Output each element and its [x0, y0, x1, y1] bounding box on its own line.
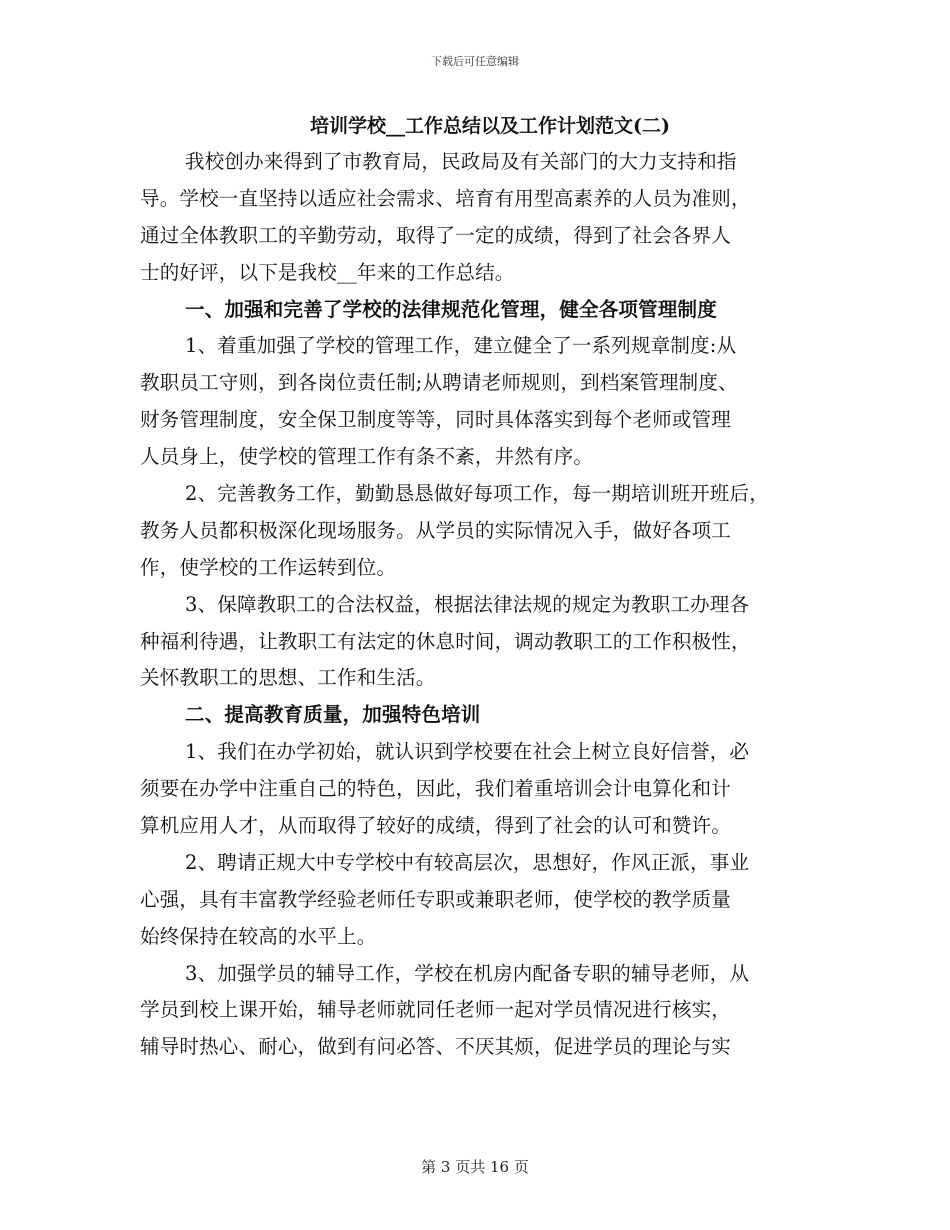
page-footer: 第 3 页共 16 页 [421, 1158, 529, 1176]
paragraph-line: 人员身上，使学校的管理工作有条不紊，井然有序。 [140, 445, 594, 469]
paragraph-line: 教务人员都积极深化现场服务。从学员的实际情况入手，做好各项工 [140, 518, 732, 542]
paragraph-line: 须要在办学中注重自己的特色，因此，我们着重培训会计电算化和计 [140, 777, 732, 801]
paragraph-line: 财务管理制度，安全保卫制度等等，同时具体落实到每个老师或管理 [140, 408, 732, 432]
page-header: 下载后可任意编辑 [431, 55, 519, 68]
paragraph-line: 始终保持在较高的水平上。 [140, 924, 377, 948]
paragraph-line: 心强，具有丰富教学经验老师任专职或兼职老师，使学校的教学质量 [140, 887, 732, 911]
document-body [140, 108, 812, 1066]
document-title: 培训学校__工作总结以及工作计划范文(二) [310, 115, 670, 137]
section-heading: 二、提高教育质量，加强特色培训 [185, 703, 481, 727]
document-text [140, 144, 812, 1066]
paragraph-line: 1、着重加强了学校的管理工作，建立健全了一系列规章制度:从 [185, 334, 737, 358]
paragraph-line: 关怀教职工的思想、工作和生活。 [140, 666, 436, 690]
paragraph-line: 作，使学校的工作运转到位。 [140, 555, 397, 579]
paragraph-line: 学员到校上课开始，辅导老师就同任老师一起对学员情况进行核实， [140, 998, 732, 1022]
paragraph-line: 2、聘请正规大中专学校中有较高层次，思想好，作风正派，事业 [185, 850, 750, 874]
paragraph-line: 种福利待遇，让教职工有法定的休息时间，调动教职工的工作积极性， [140, 629, 751, 653]
paragraph-line: 辅导时热心、耐心，做到有问必答、不厌其烦，促进学员的理论与实 [140, 1035, 732, 1059]
paragraph-line: 通过全体教职工的辛勤劳动，取得了一定的成绩，得到了社会各界人 [140, 223, 732, 247]
paragraph-line: 导。学校一直坚持以适应社会需求、培育有用型高素养的人员为准则， [140, 186, 751, 210]
paragraph-line: 3、保障教职工的合法权益，根据法律法规的规定为教职工办理各 [185, 592, 750, 616]
paragraph-line: 我校创办来得到了市教育局，民政局及有关部门的大力支持和指 [185, 150, 737, 173]
paragraph-line: 2、完善教务工作，勤勤恳恳做好每项工作，每一期培训班开班后， [185, 482, 769, 506]
paragraph-line: 3、加强学员的辅导工作，学校在机房内配备专职的辅导老师，从 [185, 961, 750, 985]
paragraph-line: 教职员工守则，到各岗位责任制;从聘请老师规则，到档案管理制度、 [140, 371, 738, 395]
paragraph-line: 算机应用人才，从而取得了较好的成绩，得到了社会的认可和赞许。 [140, 814, 732, 838]
paragraph-line: 1、我们在办学初始，就认识到学校要在社会上树立良好信誉，必 [185, 740, 750, 764]
paragraph-line: 士的好评，以下是我校__年来的工作总结。 [140, 260, 515, 284]
section-heading: 一、加强和完善了学校的法律规范化管理，健全各项管理制度 [185, 297, 717, 321]
